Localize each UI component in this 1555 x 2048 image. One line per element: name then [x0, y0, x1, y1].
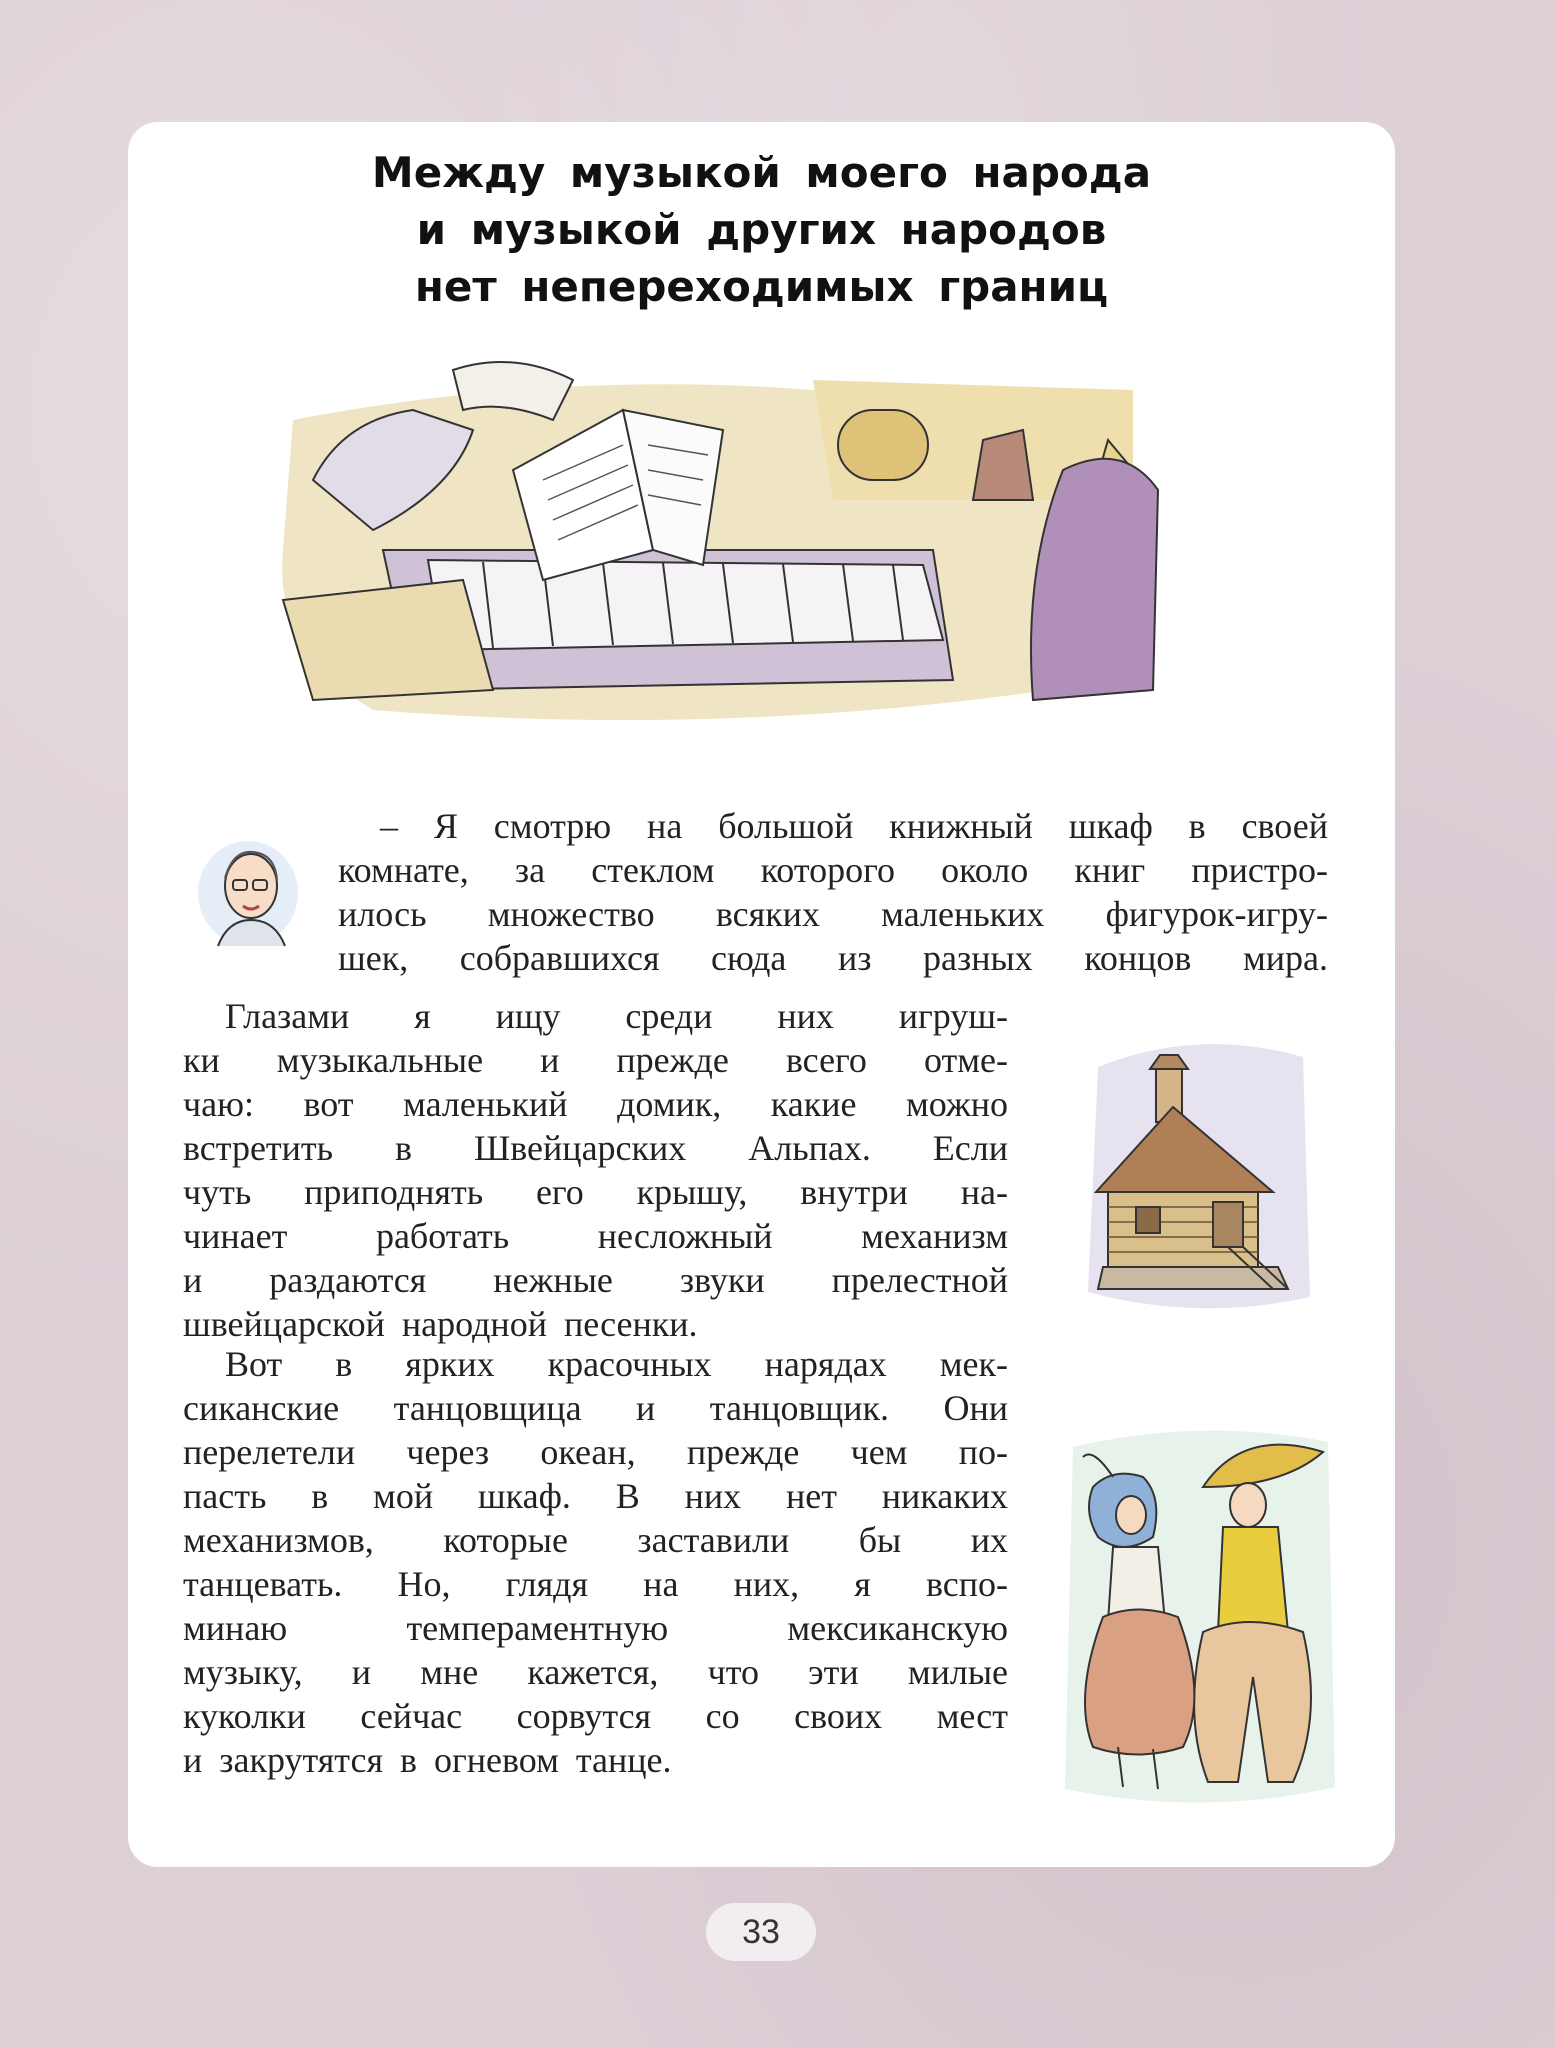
text-line: – Я смотрю на большой книжный шкаф в своей	[380, 806, 1328, 846]
mexican-dancers-illustration	[1053, 1417, 1343, 1817]
text-line: сиканские танцовщица и танцовщик. Они	[183, 1388, 1008, 1428]
title-line: нет непереходимых границ	[414, 262, 1109, 311]
author-portrait	[193, 828, 308, 948]
paragraph-swiss-house	[183, 994, 1008, 1346]
text-line: чинает работать несложный механизм	[183, 1216, 1008, 1256]
page-number: 33	[706, 1903, 816, 1961]
title-line: и музыкой других народов	[416, 205, 1107, 254]
text-line: пасть в мой шкаф. В них нет никаких	[183, 1476, 1008, 1516]
text-line: музыку, и мне кажется, что эти милые	[183, 1652, 1008, 1692]
text-line: шек, собравшихся сюда из разных концов мира.	[338, 938, 1328, 978]
page-title	[128, 144, 1395, 315]
piano-illustration	[253, 350, 1263, 740]
text-line: и закрутятся в огневом танце.	[183, 1740, 672, 1780]
text-line: Вот в ярких красочных нарядах мек-	[225, 1344, 1008, 1384]
page-card	[128, 122, 1395, 1867]
text-line: танцевать. Но, глядя на них, я вспо-	[183, 1564, 1008, 1604]
text-line: комнате, за стеклом которого около книг пристро-	[338, 850, 1328, 890]
title-line: Между музыкой моего народа	[371, 148, 1152, 197]
text-line: ки музыкальные и прежде всего отме-	[183, 1040, 1008, 1080]
paragraph-mexican-dancers	[183, 1342, 1008, 1782]
text-line: швейцарской народной песенки.	[183, 1304, 698, 1344]
text-line: минаю темпераментную мексиканскую	[183, 1608, 1008, 1648]
text-line: илось множество всяких маленьких фигурок-игру-	[338, 894, 1328, 934]
text-line: куколки сейчас сорвутся со своих мест	[183, 1696, 1008, 1736]
text-line: и раздаются нежные звуки прелестной	[183, 1260, 1008, 1300]
intro-paragraph	[338, 804, 1328, 980]
text-line: Глазами я ищу среди них игруш-	[225, 996, 1008, 1036]
text-line: встретить в Швейцарских Альпах. Если	[183, 1128, 1008, 1168]
text-line: механизмов, которые заставили бы их	[183, 1520, 1008, 1560]
text-line: перелетели через океан, прежде чем по-	[183, 1432, 1008, 1472]
swiss-house-illustration	[1078, 1027, 1318, 1317]
text-line: чуть приподнять его крышу, внутри на-	[183, 1172, 1008, 1212]
text-line: чаю: вот маленький домик, какие можно	[183, 1084, 1008, 1124]
